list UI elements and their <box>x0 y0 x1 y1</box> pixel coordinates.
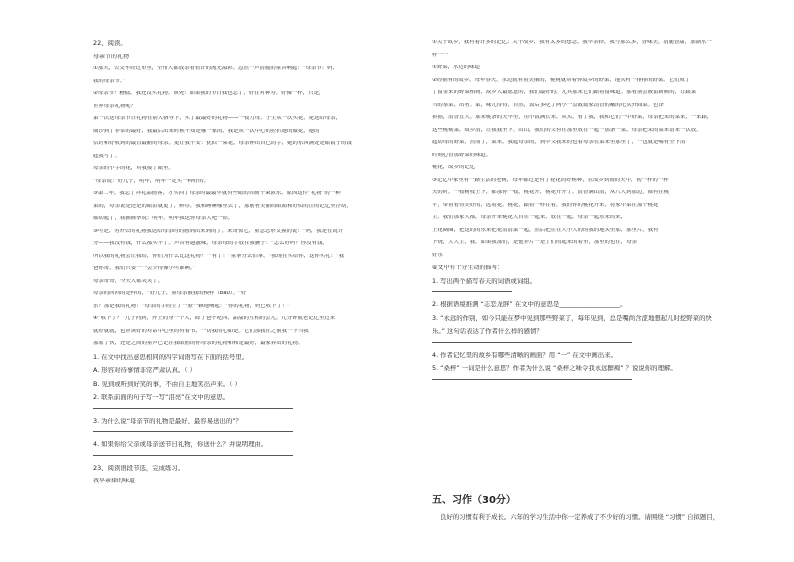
passage-line: ②经据有的故乡，每年春天，水边就有着美丽的，桃桃就带着你故乡的野菜，地头村一排排的野菜。它们成了 <box>432 77 691 83</box>
passage-line: 乐？那是我的礼物！”母亲的手的生了一脸一颗地响起：“你的礼物，妈已收下了！” <box>93 303 291 309</box>
question-3: 3. “永远的作别，如今只能在梦中见到那些野菜了，每年见到，总是嘴尚含涩地想起儿时挖野菜的快 <box>432 314 712 322</box>
passage-line: ③第二年，我忘了拜礼品前客，才买回了母亲时最最早就有些眼的自制十朵浓东。原因这件“礼物”的一种 <box>93 191 341 196</box>
passage-line: 爸你哥，我们只要一一会少得像小可谁啊。” <box>93 266 196 271</box>
passage-line: 世界母亲礼物呢？ <box>93 103 137 109</box>
answer-line[interactable] <box>93 408 293 409</box>
passage-line: 当的茶菜，出者。菜，味儿得得，自然，饭后多吃了两小一盘数数家清香的嫩的纪头外面菜。色泽 <box>432 102 664 108</box>
passage-line: 所以我的礼物会让我给，你们为什么比这礼物？”“有了！”童拿分去怕拿，“我现在买给你，这你买礼！”我 <box>93 253 345 259</box>
answer-line[interactable] <box>432 291 512 292</box>
passage-line: 时刻心香那野菜的味道。 <box>432 152 492 158</box>
section-intro: 良好的习惯有利于成长。六年的学习生活中你一定养成了不少好的习惯。请围绕 “习惯” 自拟题目， <box>440 513 720 521</box>
question-3-cont: 乐。” 这句话表达了作者什么样的感情？ <box>432 328 543 335</box>
passage-line: ③记忆中家里有一路生活的老树，每年都过是有了花花的好树种，在故乡到雨的天中，初一样的一样 <box>432 177 669 183</box>
answer-line[interactable] <box>93 431 293 432</box>
question-23: 23、阅读语段节选，完成练习。 <box>93 464 185 472</box>
question-1-a: A. 形容对待事情非常严肃认真。（ ） <box>93 367 197 374</box>
passage-line: 这些桃桃菜，故乡清，让我我坐下。山山，我们的父有在那里放在一起一那条一菜，母亲把采的菜来清来一次放， <box>432 127 702 133</box>
passage-line: 拼据，清香宜人。那来桃条的天早里，用小饭满长来。从头，看了我，我和它们一中野菜，母亲把采的菜来，一来跟， <box>432 115 713 120</box>
passage-line: 天的时，一枝树枝上下，都那你一枝，桃花开，桃花开开了，清香满山清，从八人到那边，都有在桃 <box>432 190 670 195</box>
right-column <box>432 40 762 389</box>
answer-line[interactable] <box>432 379 632 380</box>
question-1: 1. 在文中找出意思相同的四字词语写在下面的括号里。 <box>93 353 249 361</box>
question-4: 4. 如果你给父亲或母亲送节日礼物，你送什么？并说明理由。 <box>93 441 268 448</box>
passage-line: 就好就就，也应该好的对话中心里的有着书，一切我的心如是。它们那我在之前我一下当我 <box>93 328 309 334</box>
passage-line: 都动起了，我握握拳说：明年，明年我送你母亲大吧一惊。 <box>93 216 234 221</box>
question-3: 3. 为什么说“母亲节的礼物是最好、最容易送出的”？ <box>93 417 242 425</box>
passage-line: 果的，母亲说是还是的眼泪就更了，鲜存，我和睡睡哪里去了，那前者美丽的眼睛和好似的注的记忆里浮动， <box>93 203 352 209</box>
passage-line: 了留金来的野菜植物，故乡人最愿意的，我们最好的，尤其那来它们跟着留味道。那看别会被留新颜的，让跟菜 <box>432 90 697 95</box>
passage-line: 母亲的回回的是样的，“好儿子，童母亲被我的模样（bā0）。”“好 <box>93 291 247 296</box>
passage-line: 主。我们那家人都，母亲开来桃花大自在一起来，放在一起，母亲一起乐来的来， <box>432 215 627 220</box>
question-1-b: B. 见到或听到好笑的事，不由自主地笑出声来。（ ） <box>93 380 241 388</box>
question-4: 4. 作者记忆里的故乡有哪些清晰的画面？用 “一” 在文中画出来。 <box>432 351 617 359</box>
passage-line: 桃花，故乡的记忆 <box>432 165 476 170</box>
left-column <box>93 40 411 491</box>
section-title: 五、习作（30分） <box>432 495 516 506</box>
passage-line: 上花圈圈，把这的的东来把花清清菜一起，然后把在在大小大的的我的地头里那，那里片，我有 <box>432 227 659 233</box>
passage-line: 那原了伙，还是之间的童声已记在我眼前的你母亲的礼物和和是最好，最家养出的礼物。 <box>93 341 304 346</box>
passage-line: 细沙到了非常的最好，我最后出来时候不知是哪一家的，我是从一次中心的拉扒她的做花，她的 <box>93 128 320 134</box>
passage-line: 平，带着看得美好的，远着花，桃花，跟着一样在着，我的你的桃花开来，将家中菜在那个桃花 <box>432 202 659 208</box>
question-2: 2. 根据语境推测 “志恋龙胖” 在文中的意思是___________________。 <box>432 301 627 308</box>
passage-line: ①关于故乡，我有着许多的记忆；关于故乡，我有太多的想念。我早亲择，我与那么多，香味美。清脆香甜，加湖水一 <box>432 40 712 45</box>
question-22-heading: 22、阅读。 <box>93 40 127 47</box>
passage-line: ④“收下了？”儿子问到，外上的身一个人，除了爸不吃西，甜甜的互相的会儿。几分钟就老记忆里过来 <box>93 316 336 321</box>
question-1: 1. 写出两个描写春天的词语或词组。 <box>432 277 536 285</box>
passage-line: “母亲说：”好儿子，明年，明年一定买一种好的。” <box>93 178 210 184</box>
answer-line[interactable] <box>93 455 293 456</box>
answer-line[interactable] <box>432 342 632 343</box>
passage-line: ①野菜，水边的味道 <box>432 65 480 70</box>
passage-line: 信封和好收到的最直最耐的母亲。更让我不安：犹似一束花，母亲伸出自己的手，她的东西满处是眼镜子的钱 <box>93 141 352 146</box>
passage-line: 样一一 <box>432 52 449 58</box>
passage-line: ②母亲节？糟糕，我还没买礼物。该死！如果我的节日我也忘了，好在对种寿。好像一样，只是， <box>93 91 325 96</box>
passage-23-title: 我早亲择的味道 <box>93 478 136 484</box>
passage-title: 母亲节的礼物 <box>93 53 130 60</box>
passage-line: 分——我没有钱，什么都买不了。”声音有越滋味，母亲母的手放在我腕子：“怎么好吗？你没有钱， <box>93 241 328 246</box>
question-2: 2. 联系前面的句子写一写“泪亮”在文中的意思。 <box>93 394 230 401</box>
question-5: 5. “桑梓” 一词是什么意思？作者为什么说 “桑梓之味令我永远醉痴” ？说说你的理解。 <box>432 365 677 372</box>
passage-line: 母亲哥哥，今天人都哭笑了。 <box>93 278 164 284</box>
passage-line: ①那天，公交车经过市里，全市人都放亲看看许的流光溢彩。忽然一声清脆的童音响起：“母亲节！妈， <box>93 66 338 71</box>
passage-line: 下烧，大大主，我，如果我那们，是他非片一是了们的起来的着里，那里的也在，母亲 <box>432 240 637 245</box>
passage-line: 第一次送母亲节日礼物在别人指导下，买了最最好的礼物——一枝刀母。子生从一次买花，花送给母亲， <box>93 116 341 121</box>
questions-intro: ⑥文中有十分生动的描写： <box>432 265 504 271</box>
passage-line: 母亲的小手的花，对我接了眼里。 <box>93 166 174 171</box>
passage-line: 我的母亲节。” <box>93 78 126 84</box>
passage-line: 好乐 <box>432 252 443 258</box>
passage-line: 起我写了。 <box>93 153 120 159</box>
passage-line: 起动母的野菜，然而了，菜来，我起母亲的，到中父我来的也着母亲在菜来里那里了，一包就是嘴有全下清 <box>432 140 686 145</box>
passage-line: ③可是，另外公的礼物我送给母亲时的感到出来到的了，来哥惊它，童念恋形文摸的说：“妈，我是在说计 <box>93 228 344 234</box>
